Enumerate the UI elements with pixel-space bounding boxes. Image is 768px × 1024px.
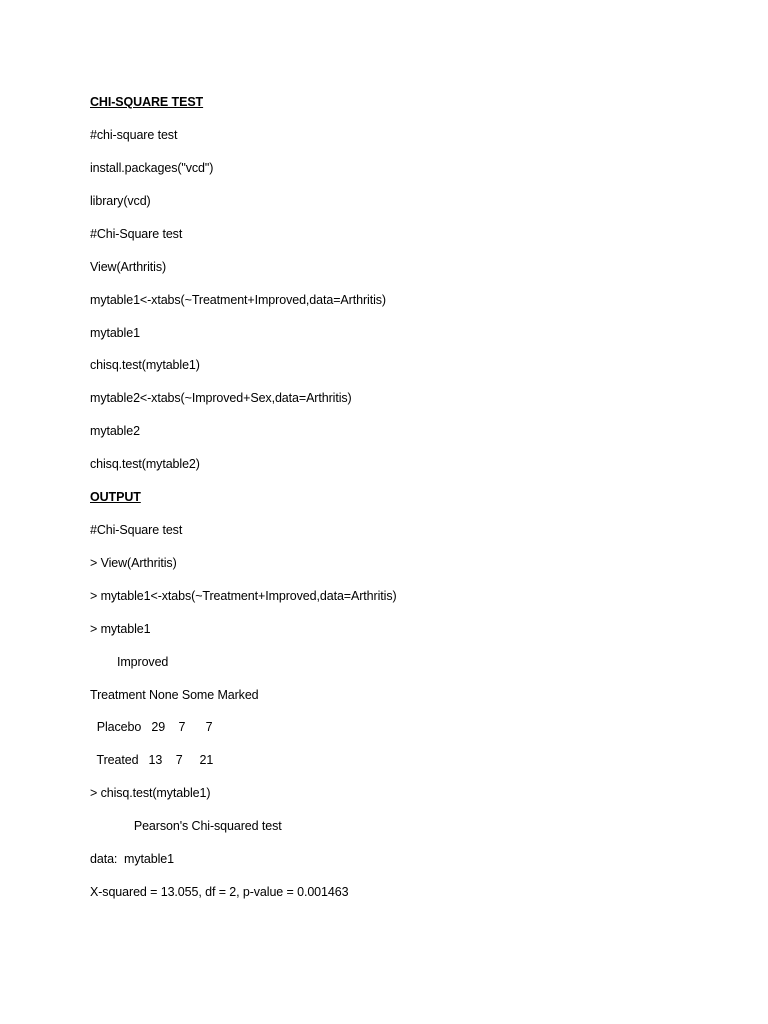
code-line: install.packages("vcd") xyxy=(90,161,214,175)
code-line: chisq.test(mytable1) xyxy=(90,358,200,372)
output-line: Pearson's Chi-squared test xyxy=(90,819,282,833)
output-line: Treatment None Some Marked xyxy=(90,688,259,702)
output-line: data: mytable1 xyxy=(90,852,174,866)
code-line: #Chi-Square test xyxy=(90,227,183,241)
code-line: View(Arthritis) xyxy=(90,260,167,274)
code-line: mytable2 xyxy=(90,424,140,438)
code-line: mytable1<-xtabs(~Treatment+Improved,data=Arthritis) xyxy=(90,293,386,307)
output-line: #Chi-Square test xyxy=(90,523,183,537)
output-line: Improved xyxy=(90,655,169,669)
code-line: mytable1 xyxy=(90,326,140,340)
output-line: > chisq.test(mytable1) xyxy=(90,786,211,800)
output-line: Treated 13 7 21 xyxy=(90,753,214,767)
document-title: CHI-SQUARE TEST xyxy=(90,95,204,109)
output-line: > View(Arthritis) xyxy=(90,556,177,570)
code-line: library(vcd) xyxy=(90,194,151,208)
code-line: #chi-square test xyxy=(90,128,178,142)
code-line: mytable2<-xtabs(~Improved+Sex,data=Arthritis) xyxy=(90,391,352,405)
output-line: > mytable1<-xtabs(~Treatment+Improved,data=Arthritis) xyxy=(90,589,397,603)
code-line: chisq.test(mytable2) xyxy=(90,457,200,471)
output-line: Placebo 29 7 7 xyxy=(90,720,213,734)
output-line: X-squared = 13.055, df = 2, p-value = 0.001463 xyxy=(90,885,349,899)
output-line: > mytable1 xyxy=(90,622,151,636)
output-heading: OUTPUT xyxy=(90,490,141,504)
